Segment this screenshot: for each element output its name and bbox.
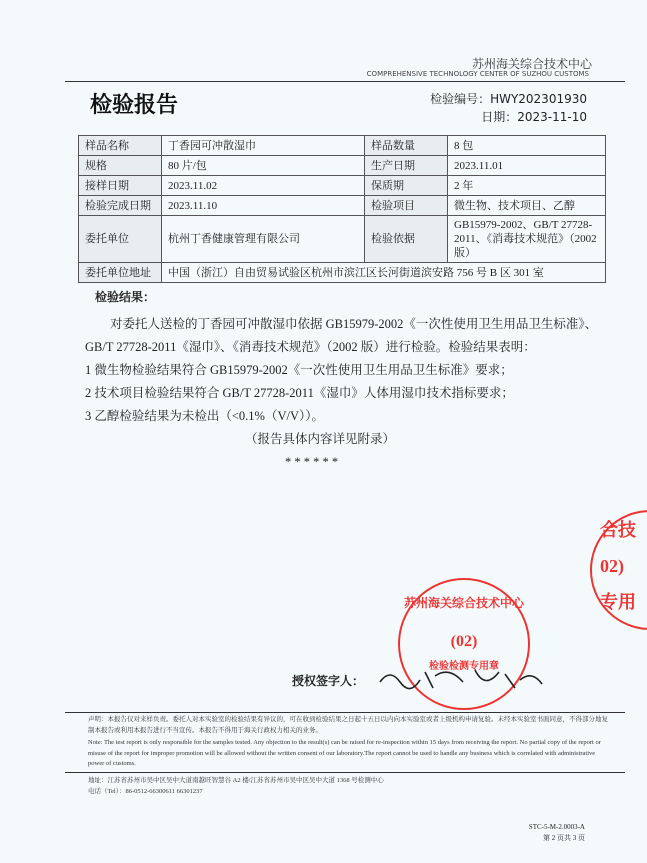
signature-label: 授权签字人： (292, 674, 365, 688)
table-row: 委托单位 杭州丁香健康管理有限公司 检验依据 GB15979-2002、GB/T 27728-2011、《消毒技术规范》（2002 版） (79, 216, 606, 263)
seal-partial: 合技 02) 专用 (590, 510, 647, 630)
report-number: 检验编号：HWY202301930 (430, 92, 587, 106)
page-title: 检验报告 (90, 93, 179, 118)
sample-info-table (78, 135, 606, 283)
table-row: 规格 80 片/包 生产日期 2023.11.01 (79, 156, 606, 176)
table-row: 接样日期 2023.11.02 保质期 2 年 (79, 176, 606, 196)
divider (65, 81, 625, 82)
divider (65, 772, 625, 773)
report-date: 日期：2023-11-10 (481, 110, 587, 124)
org-name-en: COMPREHENSIVE TECHNOLOGY CENTER OF SUZHOU CUSTOMS (366, 70, 589, 78)
table-row: 样品名称 丁香园可冲散湿巾 样品数量 8 包 (79, 136, 606, 156)
lower-section (65, 712, 625, 797)
disclaimer: 声明：本报告仅对来样负责。委托人对本实验室的检验结果有异议的，可在收到检验结果之日起十五日以内向本实验室或者上级机构申请复验。未经本实验室书面同意，不得部分地复制本报告或利用本报告进行不当宣传。本报告不得用于海关行政权力相关的业务。 Note: The test report is only responsible for the samples tested. Any objection to the result(s) can be raised for re-inspection within 15 days from receiving the report. No partial copy of the report or misuse of the report for improper promotion will be allowed without the written consent of our laboratory.The report cannot be used to handle any business which is correlated with administrative power of customs. (88, 716, 608, 767)
org-name-cn: 苏州海关综合技术中心 (471, 57, 592, 71)
main-content (78, 135, 606, 474)
results-body: 对委托人送检的丁香园可冲散湿巾依据 GB15979-2002《一次性使用卫生用品卫生标准》、GB/T 27728-2011《湿巾》、《消毒技术规范》（2002 版）进行检验。检验结果表明： 1 微生物检验结果符合 GB15979-2002《一次性使用卫生用品卫生标准》要求； 2 技术项目检验结果符合 GB/T 27728-2011《湿巾》人体用湿巾技术指标要求； 3 乙醇检验结果为未检出（<0.1%（V/V））。 （报告具体内容详见附录） * * * * * * (85, 317, 598, 469)
divider (65, 712, 625, 713)
form-code: STC-5-M-2.0003-A 第 2 页共 3 页 (528, 823, 585, 842)
footer-contact: 地址：江苏省苏州市吴中区吴中大道南越旺智慧谷 A2 楼/江苏省苏州市吴中区吴中大道 1368 号检测中心 电话（Tel）：86-0512-66300611 66301237 (88, 776, 384, 795)
handwritten-signature (375, 662, 545, 694)
official-seal: 苏州海关综合技术中心 (02) 检验检测专用章 (398, 578, 530, 710)
table-row: 检验完成日期 2023.11.10 检验项目 微生物、技术项目、乙醇 (79, 196, 606, 216)
table-row: 委托单位地址 中国（浙江）自由贸易试验区杭州市滨江区长河街道滨安路 756 号 B 区 301 室 (79, 263, 606, 283)
results-heading: 检验结果： (95, 290, 156, 304)
